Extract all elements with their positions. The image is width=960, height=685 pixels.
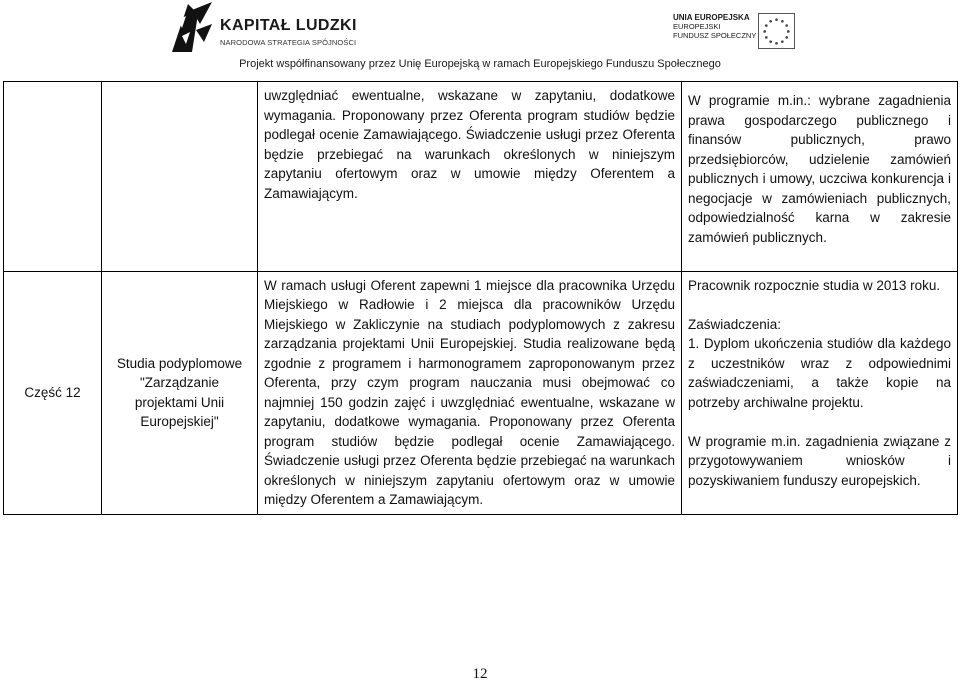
description-cell — [258, 82, 682, 272]
table-row-part-12 — [4, 271, 958, 514]
description-cell — [258, 271, 682, 514]
part-label: Część 12 — [24, 384, 81, 400]
kapital-ludzki-logo — [168, 2, 368, 54]
requirements-cell — [682, 82, 958, 272]
certificates-label: Zaświadczenia: — [688, 316, 782, 332]
name-cell — [102, 271, 258, 514]
eu-logo — [673, 13, 803, 53]
requirements-text: W programie m.in.: wybrane zagadnienia prawa gospodarczego publicznego i finansów publicznych, prawo przedsiębiorców, udzielenie zamówień publicznych i umowy, uczciwa konkurencja i negocjacje w zamówieniach publicznych, odpowiedzialność karna w zakresie zamówień publicznych. — [688, 93, 951, 245]
eu-line-3: FUNDUSZ SPOŁECZNY — [673, 31, 757, 40]
name-cell-empty — [102, 82, 258, 272]
details-cell — [682, 271, 958, 514]
page-number: 12 — [472, 666, 488, 682]
eu-flag-icon — [758, 13, 795, 49]
description-text: uwzględniać ewentualne, wskazane w zapytaniu, dodatkowe wymagania. Proponowany przez Oferenta program studiów będzie podlegał ocenie Zamawiającego. Świadczenie usługi przez Oferenta będzie przebiegać na warunkach określonych w niniejszym zapytaniu ofertowym oraz w umowie między Oferentem a Zamawiającym. — [264, 88, 675, 201]
kapital-ludzki-subtitle: NARODOWA STRATEGIA SPÓJNOŚCI — [220, 38, 357, 47]
description-text: W ramach usługi Oferent zapewni 1 miejsce dla pracownika Urzędu Miejskiego w Radłowie i 2 miejsca dla pracowników Urzędu Miejskiego w Zakliczynie na studiach podyplomowych z zakresu zarządzania projektami Unii Europejskiej. Studia realizowane będą zgodnie z programem i harmonogramem zaproponowanym przez Oferenta, przy czym program nauczania musi obejmować co najmniej 150 godzin zajęć i uwzględniać ewentualne, wskazane w zapytaniu, dodatkowe wymagania. Proponowany przez Oferenta program studiów będzie podlegał ocenie Zamawiającego. Świadczenie usługi przez Oferenta będzie przebiegać na warunkach określonych w niniejszym zapytaniu ofertowym oraz w umowie między Oferentem a Zamawiającym. — [264, 277, 675, 507]
kapital-ludzki-emblem-icon — [168, 2, 214, 54]
eu-line-2: EUROPEJSKI — [673, 22, 721, 31]
kapital-ludzki-title: KAPITAŁ LUDZKI — [220, 17, 357, 34]
part-cell-empty — [4, 82, 102, 272]
study-name: Studia podyplomowe "Zarządzanie projektami Unii Europejskiej" — [116, 355, 243, 429]
program-text: W programie m.in. zagadnienia związane z przygotowywaniem wniosków i pozyskiwaniem funduszy europejskich. — [688, 433, 951, 488]
eu-logo-text — [673, 13, 756, 40]
start-text: Pracownik rozpocznie studia w 2013 roku. — [688, 277, 941, 293]
certificates-text: 1. Dyplom ukończenia studiów dla każdego z uczestników wraz z odpowiednimi zaświadczeniami, a także kopie na potrzeby archiwalne projektu. — [688, 336, 951, 410]
part-cell — [4, 271, 102, 514]
offer-parts-table — [3, 81, 958, 515]
table-row-continuation — [4, 82, 958, 272]
eu-line-1: UNIA EUROPEJSKA — [673, 13, 750, 22]
document-header — [0, 0, 960, 80]
project-cofinancing-line: Projekt współfinansowany przez Unię Europejską w ramach Europejskiego Funduszu Społecznego — [239, 58, 721, 70]
